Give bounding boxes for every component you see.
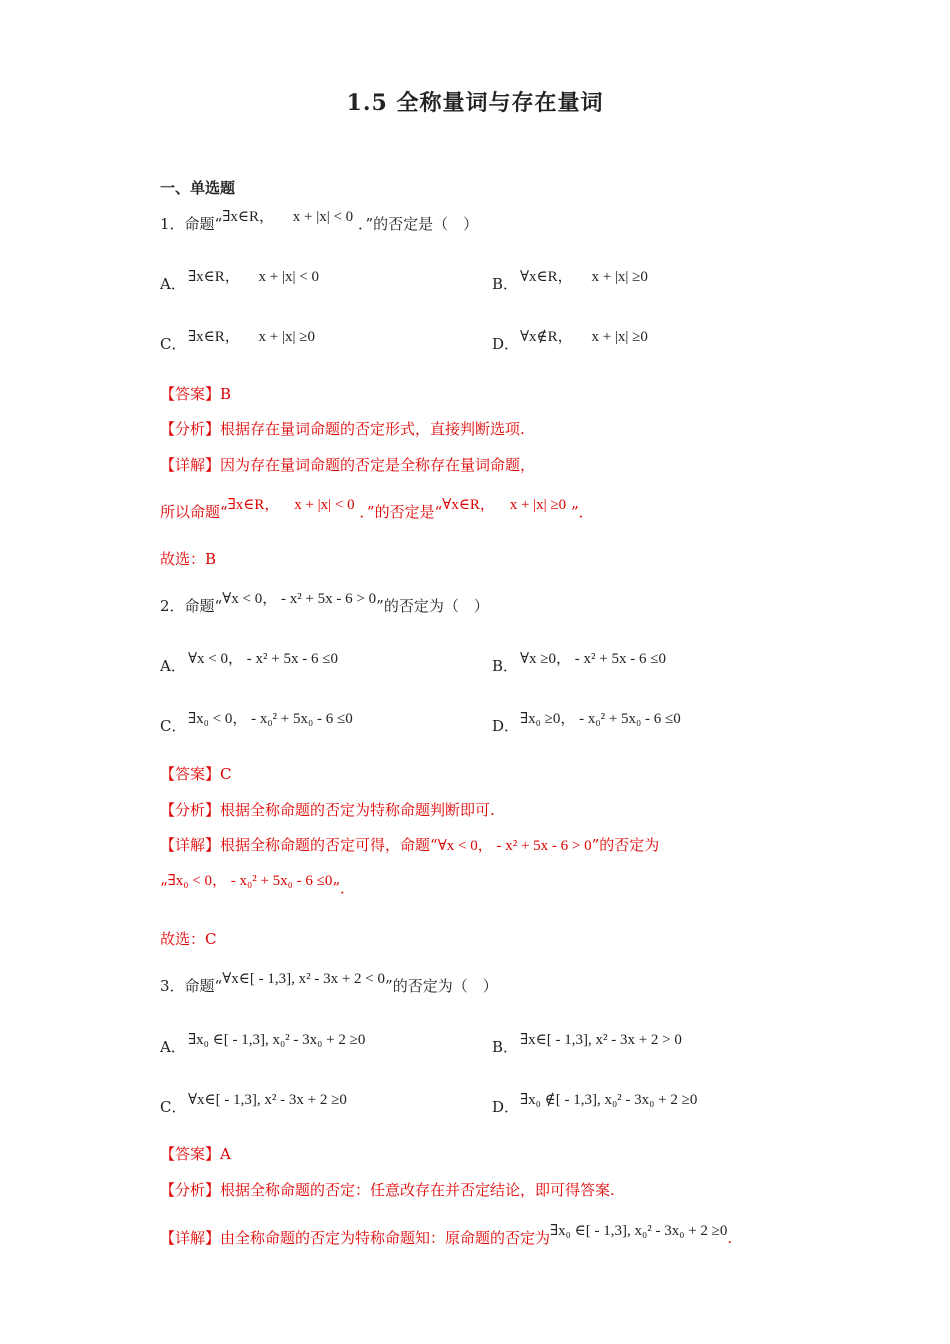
detail-tag: 【详解】 [160,456,221,474]
option-math-1: ∀x∈R， [520,269,573,285]
option-math-2: x + |x| ≥0 [591,329,648,345]
detail-math-4: x + |x| ≥0 [509,497,567,513]
answer-value: A [220,1145,231,1163]
q1-math-1: ∃x∈R， [222,209,274,225]
q3-prefix: 3．命题“ [160,977,223,995]
q2-answer [160,764,232,784]
question-1-stem [160,209,479,235]
option-letter: C． [160,1098,187,1116]
q3-tail: ”的否定为（ ） [385,977,498,995]
q2-tail: ”的否定为（ ） [376,597,489,615]
answer-value: C [220,765,232,783]
option-letter: A． [160,1038,186,1056]
q1-option-a [160,269,319,295]
q1-option-d [492,329,648,355]
analysis-text: 根据全称命题的否定为特称命题判断即可. [220,801,495,819]
detail-tag: 【详解】 [160,1229,221,1247]
analysis-text: 根据全称命题的否定：任意改存在并否定结论，即可得答案. [220,1181,615,1199]
q2-detail-line-2 [160,873,356,899]
q1-choose: 故选：B [160,550,217,568]
option-math: ∃x₀ ≥0， - x₀² + 5x₀ - 6 ≤0 [520,711,681,727]
analysis-text: 根据存在量词命题的否定形式，直接判断选项. [220,420,525,438]
option-letter: D． [492,717,520,735]
detail-text: ”的否定为 [591,836,660,854]
q2-math-1: ∀x < 0 [222,591,263,607]
section-heading: 一、单选题 [160,179,236,197]
detail-math-1: ∃x∈R， [227,497,280,513]
option-letter: B． [492,275,519,293]
detail-text: 根据全称命题的否定可得，命题“ [220,836,438,854]
detail-text: ”． [332,879,356,897]
answer-tag: 【答案】 [160,1145,221,1163]
q3-option-b [492,1032,682,1058]
q2-math-2: ， - x² + 5x - 6 > 0 [262,591,377,607]
option-math-2: x + |x| < 0 [258,269,319,285]
answer-tag: 【答案】 [160,385,221,403]
option-letter: A． [160,275,186,293]
detail-math: ∀x < 0， - x² + 5x - 6 > 0 [437,838,592,854]
q3-detail [160,1223,733,1249]
option-math-2: x + |x| ≥0 [258,329,315,345]
q3-math: ∀x∈[ - 1,3], x² - 3x + 2 < 0 [222,971,386,987]
q2-prefix: 2．命题“ [160,597,223,615]
detail-text: ．”的否定是“ [359,503,443,521]
option-letter: C． [160,717,187,735]
detail-text: “ [160,879,168,897]
question-3-stem [160,971,498,997]
q1-detail [160,455,535,475]
q1-tail: ．”的否定是（ ） [357,215,479,233]
analysis-tag: 【分析】 [160,1181,221,1199]
option-letter: B． [492,1038,519,1056]
q1-option-c [160,329,315,355]
q3-option-c [160,1092,347,1118]
q2-choose: 故选：C [160,930,217,948]
detail-text: ”． [570,503,594,521]
detail-math: ∃x₀ ∈[ - 1,3], x₀² - 3x₀ + 2 ≥0 [550,1223,728,1239]
q3-option-a [160,1032,366,1058]
answer-tag: 【答案】 [160,765,221,783]
q2-detail [160,835,659,856]
option-math: ∃x₀ < 0， - x₀² + 5x₀ - 6 ≤0 [188,711,353,727]
analysis-tag: 【分析】 [160,420,221,438]
option-math-1: ∃x∈R， [188,269,240,285]
answer-value: B [220,385,232,403]
option-letter: B． [492,657,519,675]
option-math: ∃x₀ ∉[ - 1,3], x₀² - 3x₀ + 2 ≥0 [520,1092,698,1108]
detail-end: . [727,1229,733,1247]
q1-option-b [492,269,648,295]
q2-option-c [160,711,353,737]
option-math: ∃x∈[ - 1,3], x² - 3x + 2 > 0 [520,1032,682,1048]
page-title: 1.5 全称量词与存在量词 [346,90,604,116]
detail-math: ∃x₀ < 0， - x₀² + 5x₀ - 6 ≤0 [167,873,333,889]
q2-option-b [492,651,666,677]
q1-answer [160,384,231,404]
detail-text: 所以命题“ [160,503,228,521]
detail-text: 因为存在量词命题的否定是全称存在量词命题， [220,456,536,474]
q3-option-d [492,1092,698,1118]
option-math: ∀x∈[ - 1,3], x² - 3x + 2 ≥0 [188,1092,347,1108]
option-math: ∀x ≥0， - x² + 5x - 6 ≤0 [520,651,666,667]
q1-analysis [160,419,525,439]
option-math-1: ∀x∉R， [520,329,573,345]
detail-math-3: ∀x∈R， [442,497,495,513]
option-math: ∀x < 0， - x² + 5x - 6 ≤0 [188,651,338,667]
q2-option-d [492,711,681,737]
q1-math-2: x + |x| < 0 [292,209,354,225]
option-math-2: x + |x| ≥0 [591,269,648,285]
detail-text: 由全称命题的否定为特称命题知：原命题的否定为 [220,1229,551,1247]
detail-tag: 【详解】 [160,836,221,854]
q1-open-quote: “ [214,215,223,233]
analysis-tag: 【分析】 [160,801,221,819]
q1-prefix: 1．命题 [160,215,215,233]
q2-analysis [160,800,495,820]
q3-analysis [160,1180,615,1200]
q3-answer [160,1144,231,1164]
option-letter: D． [492,335,520,353]
option-letter: C． [160,335,187,353]
option-math-1: ∃x∈R， [188,329,240,345]
q1-detail-line-2 [160,497,594,523]
detail-math-2: x + |x| < 0 [294,497,355,513]
option-letter: A． [160,657,186,675]
option-letter: D． [492,1098,520,1116]
option-math: ∃x₀ ∈[ - 1,3], x₀² - 3x₀ + 2 ≥0 [188,1032,366,1048]
q2-option-a [160,651,338,677]
question-2-stem [160,591,489,617]
